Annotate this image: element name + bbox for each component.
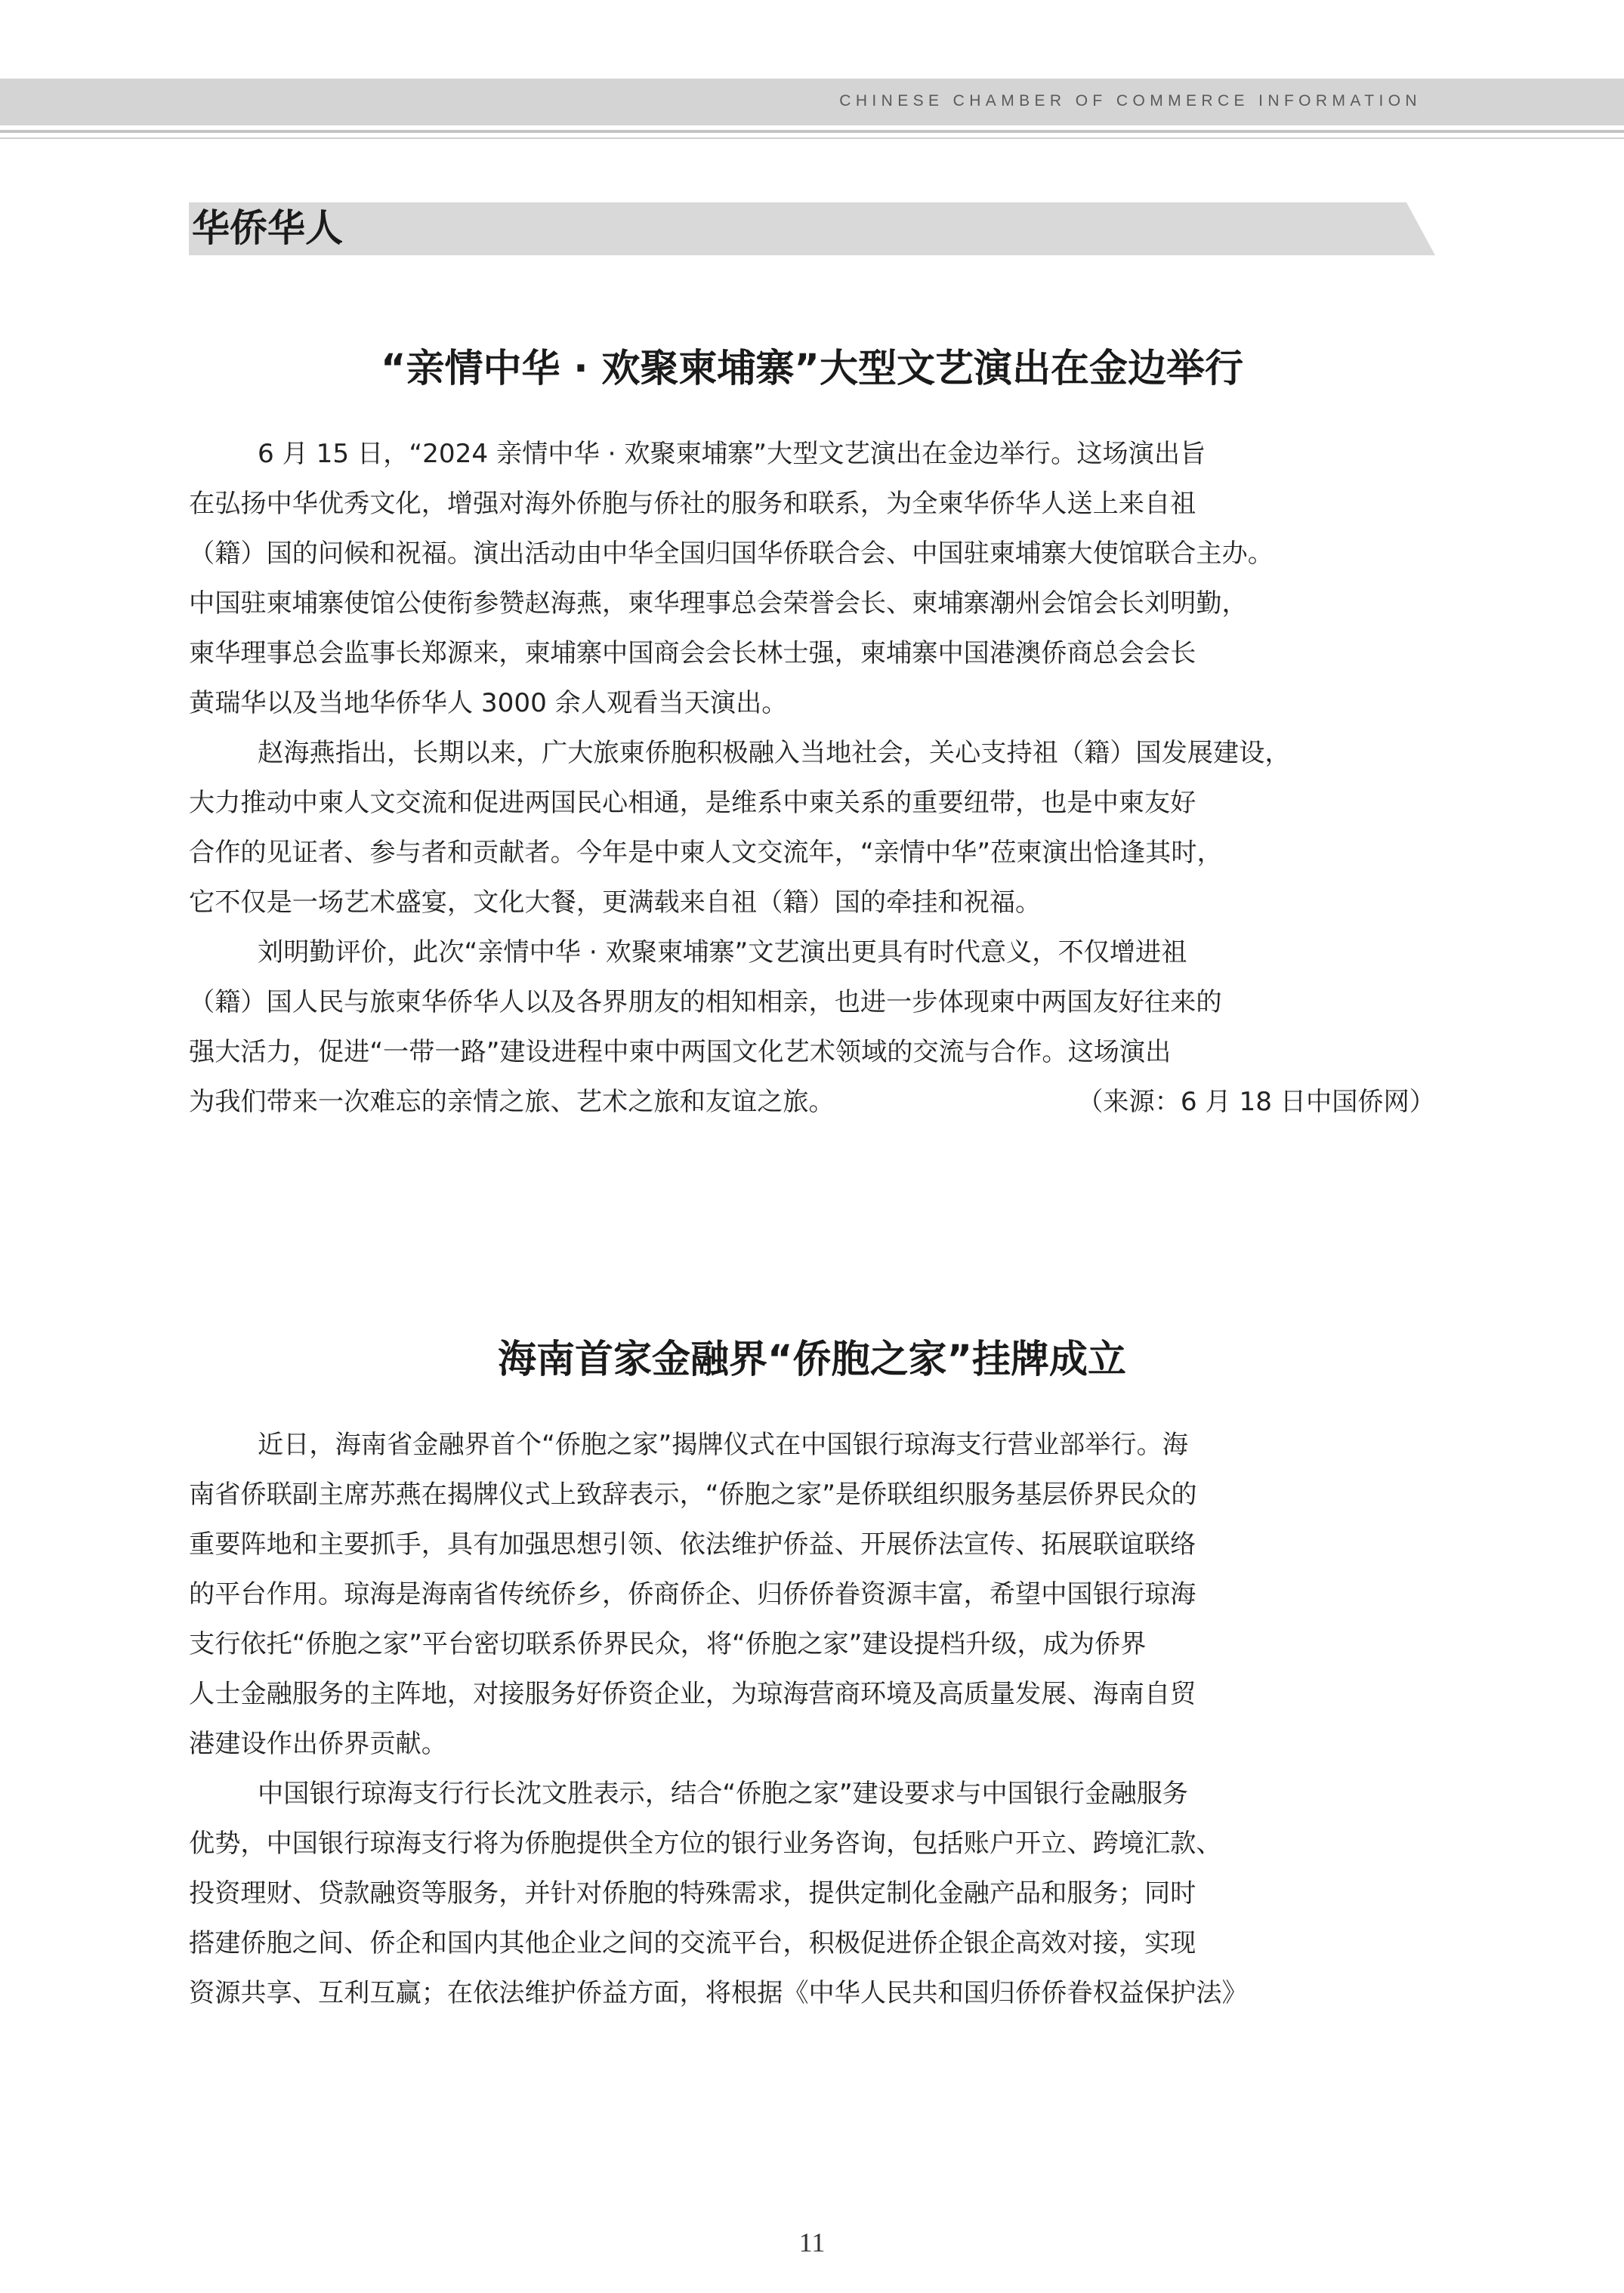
paragraph-line: 强大活力，促进“一带一路”建设进程中柬中两国文化艺术领域的交流与合作。这场演出 — [189, 1037, 1172, 1067]
paragraph-line: 重要阵地和主要抓手，具有加强思想引领、依法维护侨益、开展侨法宣传、拓展联谊联络 — [189, 1529, 1196, 1560]
paragraph-line: （籍）国人民与旅柬华侨华人以及各界朋友的相知相亲，也进一步体现柬中两国友好往来的 — [189, 987, 1222, 1017]
paragraph-line: 资源共享、互利互赢；在依法维护侨益方面，将根据《中华人民共和国归侨侨眷权益保护法》 — [189, 1978, 1248, 2008]
paragraph-line: 为我们带来一次难忘的亲情之旅、艺术之旅和友谊之旅。 — [189, 1087, 835, 1117]
section-heading-bar — [189, 202, 1435, 255]
header-rule-thin — [0, 137, 1624, 139]
paragraph-line: 合作的见证者、参与者和贡献者。今年是中柬人文交流年，“亲情中华”莅柬演出恰逢其时， — [189, 838, 1223, 868]
paragraph-line: 在弘扬中华优秀文化，增强对海外侨胞与侨社的服务和联系，为全柬华侨华人送上来自祖 — [189, 489, 1196, 519]
paragraph-line: 支行依托“侨胞之家”平台密切联系侨界民众，将“侨胞之家”建设提档升级，成为侨界 — [189, 1629, 1147, 1659]
paragraph-line: 搭建侨胞之间、侨企和国内其他企业之间的交流平台，积极促进侨企银企高效对接，实现 — [189, 1928, 1196, 1958]
paragraph-line: 优势，中国银行琼海支行将为侨胞提供全方位的银行业务咨询，包括账户开立、跨境汇款、 — [189, 1829, 1222, 1859]
paragraph-line: 近日，海南省金融界首个“侨胞之家”揭牌仪式在中国银行琼海支行营业部举行。海 — [258, 1430, 1188, 1460]
paragraph-line: 它不仅是一场艺术盛宴，文化大餐，更满载来自祖（籍）国的牵挂和祝福。 — [189, 887, 1042, 918]
paragraph-line: 赵海燕指出，长期以来，广大旅柬侨胞积极融入当地社会，关心支持祖（籍）国发展建设， — [258, 738, 1291, 768]
header-rule — [0, 130, 1624, 133]
paragraph-line: 刘明勤评价，此次“亲情中华 · 欢聚柬埔寨”文艺演出更具有时代意义，不仅增进祖 — [258, 937, 1187, 968]
article-1-body — [189, 429, 1435, 1127]
page-number: 11 — [798, 2227, 826, 2258]
paragraph-line: （籍）国的问候和祝福。演出活动由中华全国归国华侨联合会、中国驻柬埔寨大使馆联合主办。 — [189, 539, 1274, 569]
paragraph-line: 黄瑞华以及当地华侨华人 3000 余人观看当天演出。 — [189, 688, 788, 718]
section-title: 华侨华人 — [192, 205, 343, 250]
paragraph-line: 6 月 15 日，“2024 亲情中华 · 欢聚柬埔寨”大型文艺演出在金边举行。这场演出旨 — [258, 439, 1206, 469]
paragraph-line: 中国驻柬埔寨使馆公使衔参赞赵海燕，柬华理事总会荣誉会长、柬埔寨潮州会馆会长刘明勤， — [189, 588, 1248, 619]
paragraph-line: 中国银行琼海支行行长沈文胜表示，结合“侨胞之家”建设要求与中国银行金融服务 — [258, 1779, 1188, 1809]
paragraph-line: 港建设作出侨界贡献。 — [189, 1729, 447, 1759]
article-2-title: 海南首家金融界“侨胞之家”挂牌成立 — [497, 1338, 1127, 1382]
article-2-body — [189, 1420, 1435, 2018]
source-citation: （来源：6 月 18 日中国侨网） — [1077, 1087, 1435, 1117]
paragraph-line: 柬华理事总会监事长郑源来，柬埔寨中国商会会长林士强，柬埔寨中国港澳侨商总会会长 — [189, 638, 1196, 668]
paragraph-line: 人士金融服务的主阵地，对接服务好侨资企业，为琼海营商环境及高质量发展、海南自贸 — [189, 1679, 1196, 1709]
paragraph-line: 大力推动中柬人文交流和促进两国民心相通，是维系中柬关系的重要纽带，也是中柬友好 — [189, 788, 1196, 818]
article-1-title: “亲情中华 · 欢聚柬埔寨”大型文艺演出在金边举行 — [381, 347, 1243, 391]
paragraph-line: 的平台作用。琼海是海南省传统侨乡，侨商侨企、归侨侨眷资源丰富，希望中国银行琼海 — [189, 1579, 1196, 1609]
running-header-title: CHINESE CHAMBER OF COMMERCE INFORMATION — [839, 92, 1422, 110]
paragraph-line-with-source — [189, 1077, 1435, 1127]
paragraph-line: 投资理财、贷款融资等服务，并针对侨胞的特殊需求，提供定制化金融产品和服务；同时 — [189, 1878, 1196, 1909]
paragraph-line: 南省侨联副主席苏燕在揭牌仪式上致辞表示，“侨胞之家”是侨联组织服务基层侨界民众的 — [189, 1480, 1197, 1510]
